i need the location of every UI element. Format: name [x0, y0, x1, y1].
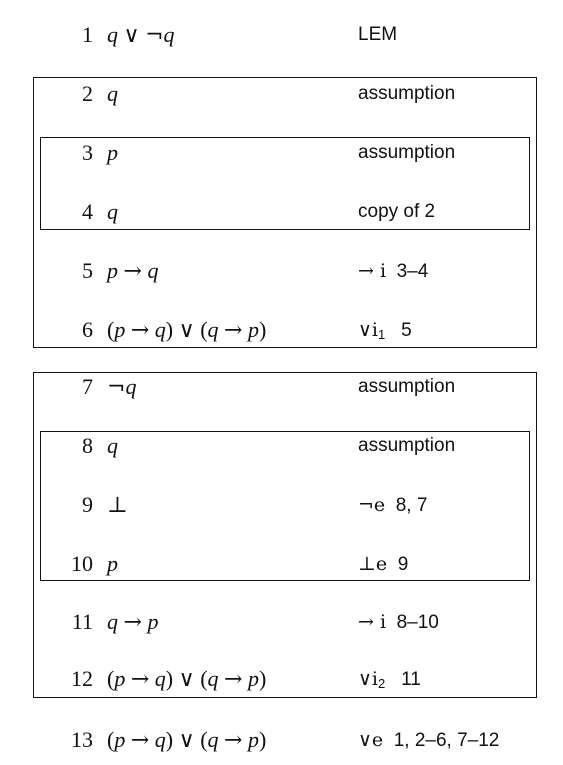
proof-line-3: [0, 133, 563, 173]
line-number: 7: [82, 374, 93, 399]
proof-line-11: [0, 602, 563, 642]
proof-line-1: [0, 15, 563, 55]
justification: $\vee i_2$ 11: [358, 668, 421, 691]
proof-line-5: [0, 251, 563, 291]
proof-line-12: [0, 659, 563, 699]
proof-line-10: [0, 544, 563, 584]
formula: (p → q) ∨ (q → p): [107, 666, 267, 692]
line-number: 8: [82, 433, 93, 458]
proof-line-2: [0, 74, 563, 114]
formula: q: [107, 199, 118, 224]
justification: → i 3–4: [358, 260, 429, 282]
formula: p: [107, 140, 118, 165]
justification: copy of 2: [358, 201, 436, 222]
line-number: 9: [82, 492, 93, 517]
line-number: 13: [71, 727, 93, 752]
formula: ¬q: [107, 374, 137, 400]
justification: LEM: [358, 24, 398, 45]
justification: $\vee i_1$ 5: [358, 319, 412, 342]
formula: ⊥: [107, 493, 128, 518]
line-number: 1: [82, 22, 93, 47]
proof-line-6: [0, 310, 563, 350]
line-number: 4: [82, 199, 93, 224]
line-number: 12: [71, 666, 93, 691]
proof-line-4: [0, 192, 563, 232]
proof-line-9: [0, 485, 563, 525]
justification: ⊥e 9: [358, 553, 409, 575]
justification: assumption: [358, 142, 456, 163]
line-number: 11: [71, 609, 93, 634]
formula: (p → q) ∨ (q → p): [107, 317, 267, 343]
formula: q: [107, 433, 118, 458]
justification: ¬e 8, 7: [358, 494, 428, 516]
formula: (p → q) ∨ (q → p): [107, 727, 267, 753]
formula: p → q: [107, 258, 159, 284]
justification: assumption: [358, 435, 456, 456]
line-number: 5: [82, 258, 93, 283]
justification: assumption: [358, 376, 456, 397]
formula: p: [107, 551, 118, 576]
line-number: 6: [82, 317, 93, 342]
justification: → i 8–10: [358, 611, 439, 633]
proof-line-7: [0, 367, 563, 407]
line-number: 10: [71, 551, 93, 576]
proof-line-8: [0, 426, 563, 466]
line-number: 2: [82, 81, 93, 106]
formula: q: [107, 81, 118, 106]
formula: q ∨ ¬q: [107, 22, 175, 48]
proof-line-13: [0, 720, 563, 760]
justification: ∨e 1, 2–6, 7–12: [358, 729, 500, 751]
line-number: 3: [82, 140, 93, 165]
justification: assumption: [358, 83, 456, 104]
formula: q → p: [107, 609, 159, 635]
